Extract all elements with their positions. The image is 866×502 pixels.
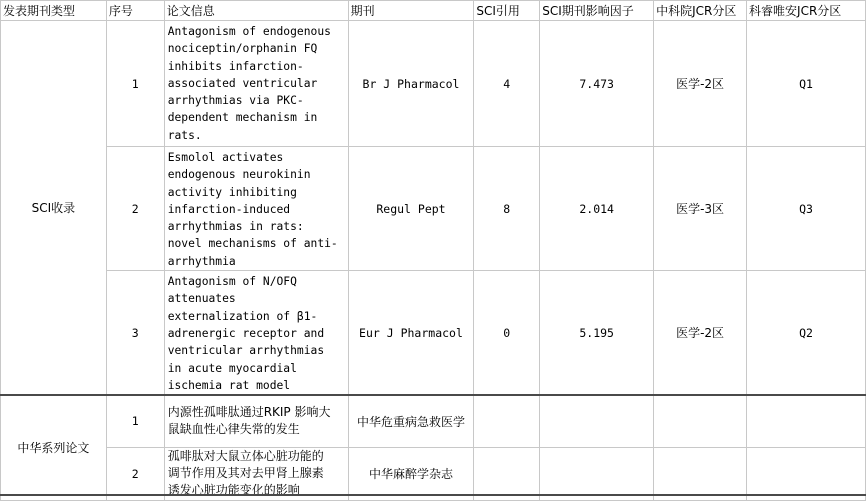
- clarivate-zone: [747, 395, 866, 447]
- paper-title: Antagonism of endogenous nociceptin/orphanin FQ inhibits infarction- associated ventricular arrhythmias via PKC- dependent mechanism in rats.: [164, 21, 348, 147]
- group-type-cell: SCI收录: [1, 21, 107, 396]
- impact-factor: 5.195: [540, 271, 654, 396]
- paper-title: Esmolol activates endogenous neurokinin activity inhibiting infarction-induced arrhythmias in rats: novel mechanisms of anti- arrhythmia: [164, 147, 348, 271]
- cas-zone: 医学-2区: [654, 21, 747, 147]
- group-type-cell: 中华系列论文: [1, 395, 107, 500]
- header-journal: 期刊: [348, 1, 474, 21]
- paper-title: Antagonism of N/OFQ attenuates externalization of β1- adrenergic receptor and ventricular arrhythmias in acute myocardial ischemia rat model: [164, 271, 348, 396]
- row-index: 1: [106, 21, 164, 147]
- table-row: [1, 271, 866, 396]
- header-type: 发表期刊类型: [1, 1, 107, 21]
- table-row: [1, 395, 866, 447]
- cas-zone: 医学-3区: [654, 147, 747, 271]
- row-index: 3: [106, 271, 164, 396]
- clarivate-zone: Q2: [747, 271, 866, 396]
- header-clarivate-zone: 科睿唯安JCR分区: [747, 1, 866, 21]
- sci-citations: 0: [474, 271, 540, 396]
- header-impact-factor: SCI期刊影响因子: [540, 1, 654, 21]
- table-row: [1, 447, 866, 500]
- clarivate-zone: Q1: [747, 21, 866, 147]
- table-bottom-border: [0, 494, 866, 496]
- row-index: 1: [106, 395, 164, 447]
- row-index: 2: [106, 447, 164, 500]
- journal-name: 中华危重病急救医学: [348, 395, 474, 447]
- sci-citations: 4: [474, 21, 540, 147]
- header-index: 序号: [106, 1, 164, 21]
- impact-factor: 2.014: [540, 147, 654, 271]
- sci-citations: [474, 447, 540, 500]
- table-row: [1, 21, 866, 147]
- cas-zone: 医学-2区: [654, 271, 747, 396]
- table-row: [1, 147, 866, 271]
- sci-citations: 8: [474, 147, 540, 271]
- paper-title: 孤啡肽对大鼠立体心脏功能的 调节作用及其对去甲肾上腺素 诱发心脏功能变化的影响: [164, 447, 348, 500]
- impact-factor: [540, 395, 654, 447]
- journal-name: Br J Pharmacol: [348, 21, 474, 147]
- clarivate-zone: [747, 447, 866, 500]
- cas-zone: [654, 447, 747, 500]
- journal-name: 中华麻醉学杂志: [348, 447, 474, 500]
- header-citations: SCI引用: [474, 1, 540, 21]
- header-cas-zone: 中科院JCR分区: [654, 1, 747, 21]
- journal-name: Eur J Pharmacol: [348, 271, 474, 396]
- sci-citations: [474, 395, 540, 447]
- journal-name: Regul Pept: [348, 147, 474, 271]
- impact-factor: [540, 447, 654, 500]
- header-row: [1, 1, 866, 21]
- cas-zone: [654, 395, 747, 447]
- row-index: 2: [106, 147, 164, 271]
- header-paper: 论文信息: [164, 1, 348, 21]
- paper-title: 内源性孤啡肽通过RKIP 影响大 鼠缺血性心律失常的发生: [164, 395, 348, 447]
- impact-factor: 7.473: [540, 21, 654, 147]
- clarivate-zone: Q3: [747, 147, 866, 271]
